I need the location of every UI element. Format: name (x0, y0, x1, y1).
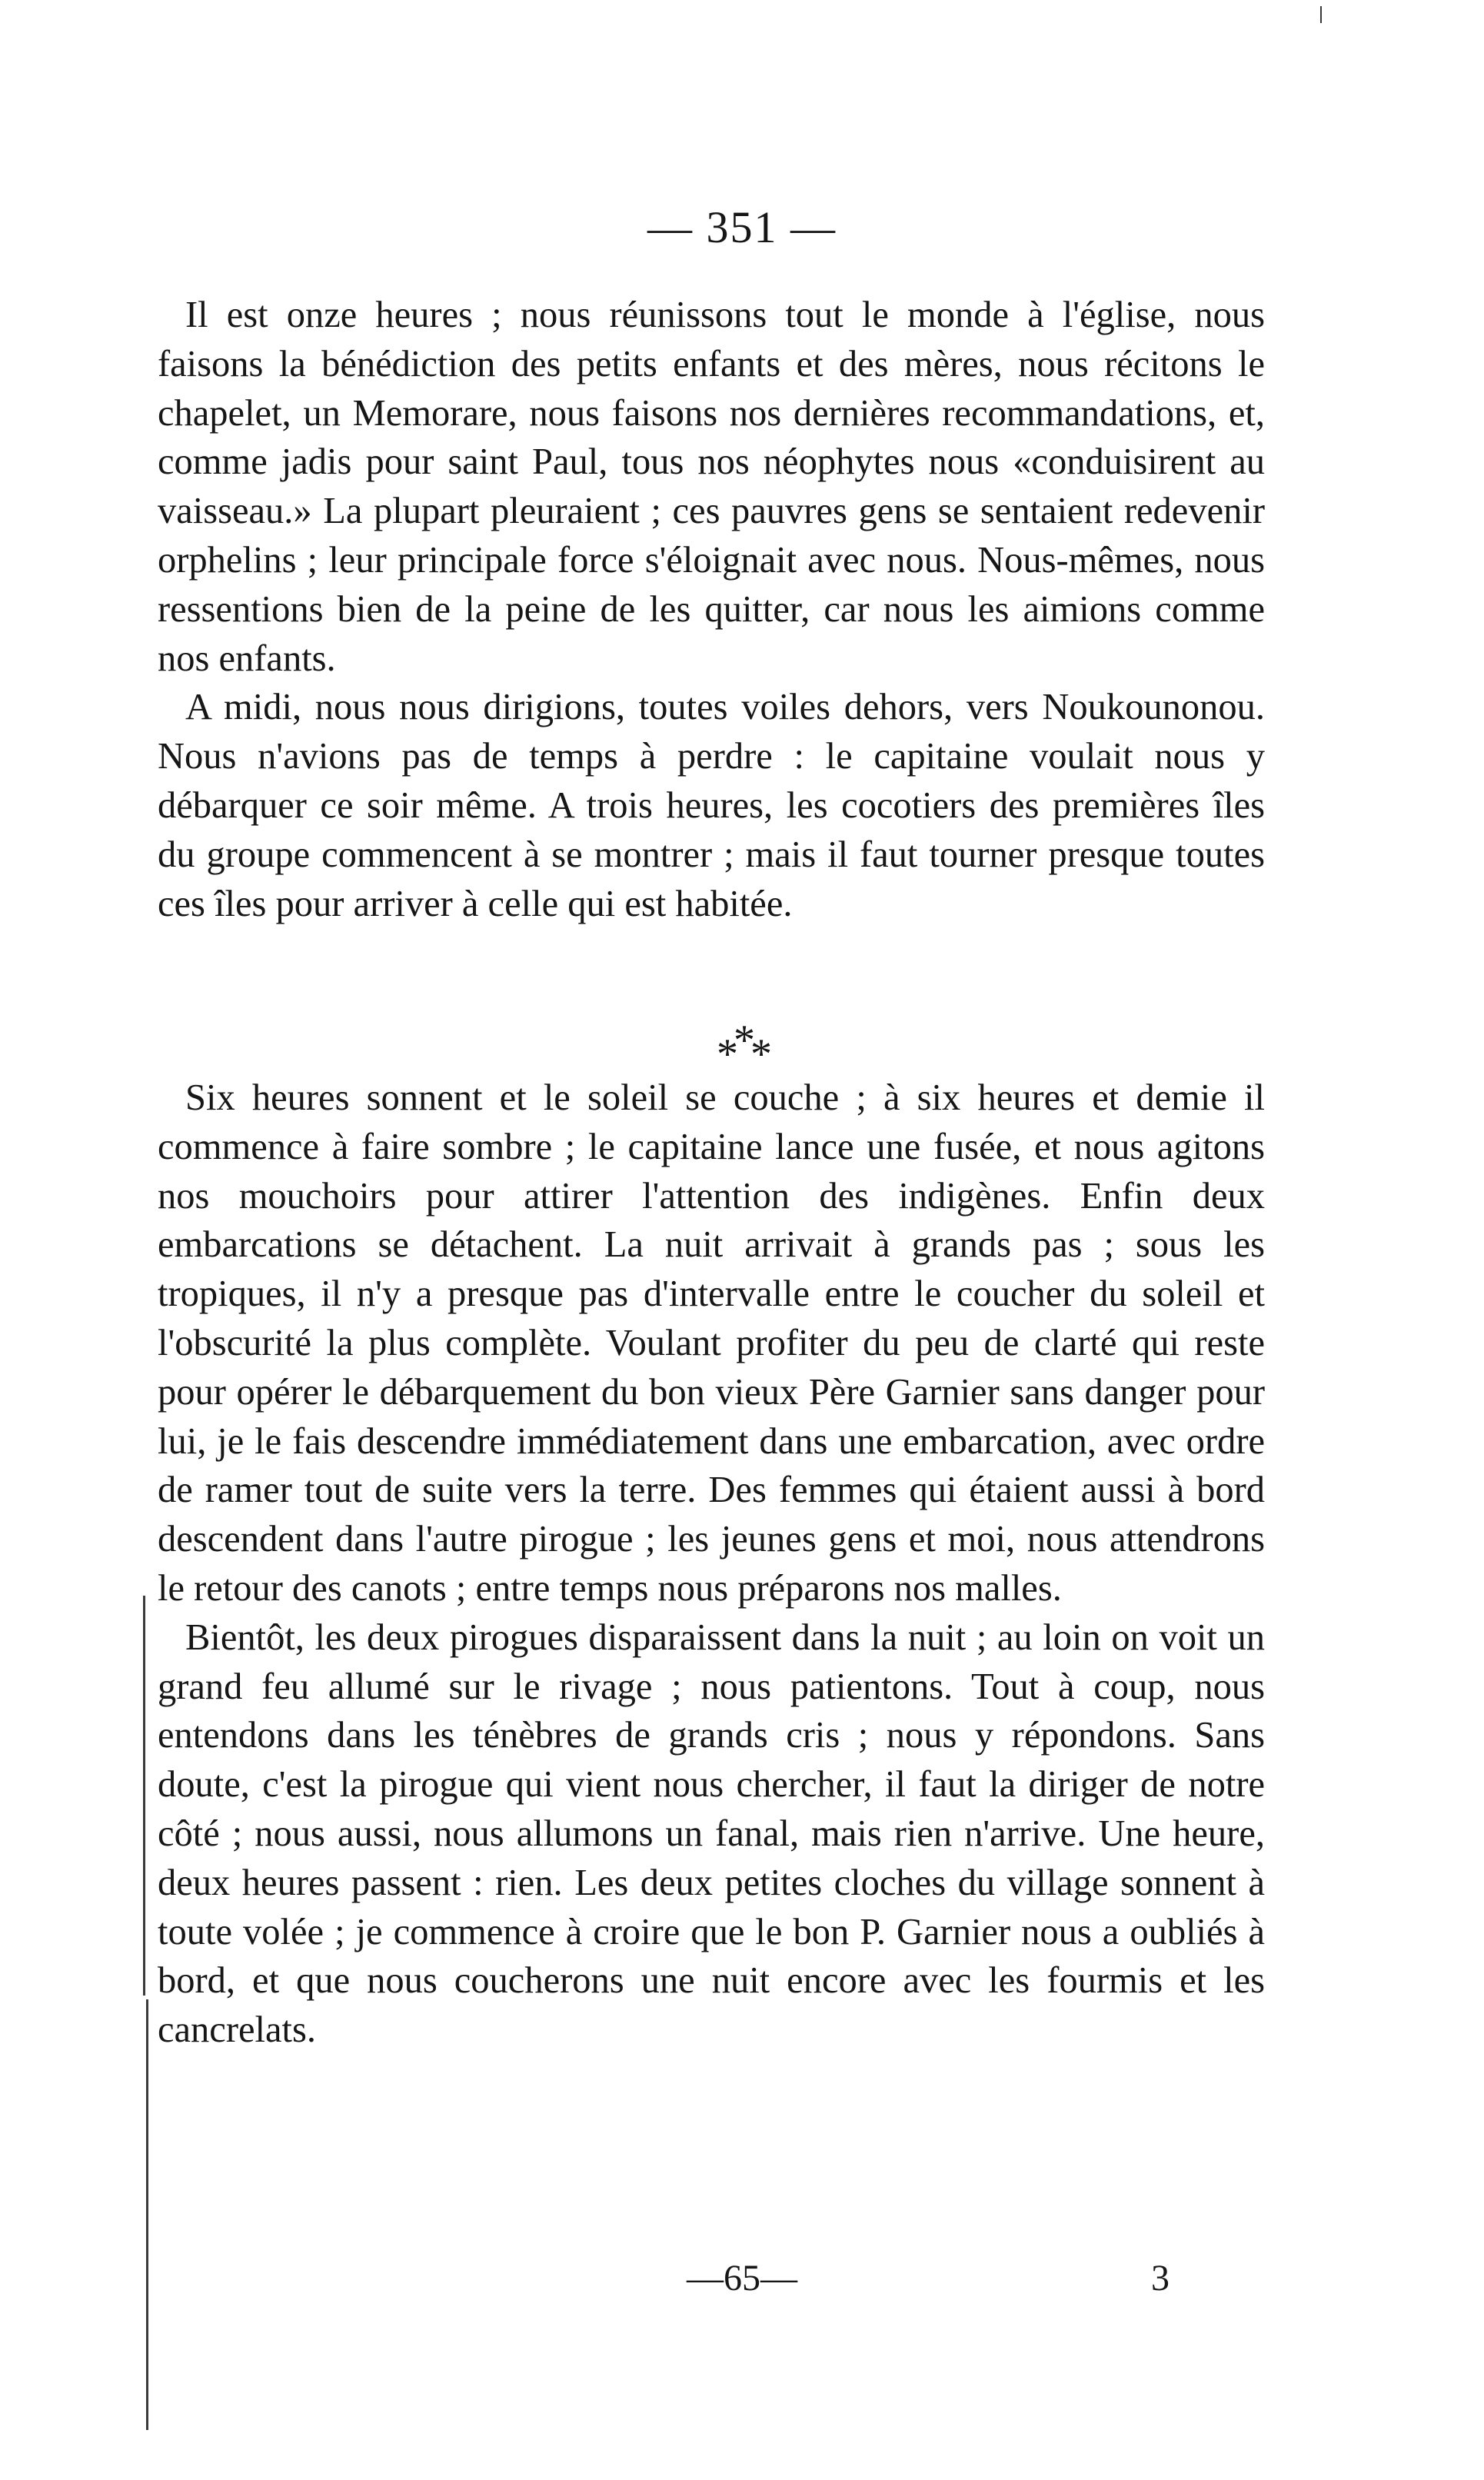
asterism-star: * (750, 1030, 767, 1078)
scan-margin-line (146, 1999, 148, 2430)
paragraph: Il est onze heures ; nous réunissons tout le monde à l'église, nous faisons la bénédiction des petits enfants et des mères, nous récitons le chapelet, un Memorare, nous faisons nos dernières recommandations, et, comme jadis pour saint Paul, tous nos néophytes nous «conduisirent au vaisseau.» La plupart pleuraient ; ces pauvres gens se sentaient redevenir orphelins ; leur principale force s'éloignait avec nous. Nous-mêmes, nous ressentions bien de la peine de les quitter, car nous les aimions comme nos enfants. (158, 295, 1265, 679)
scan-margin-line (143, 1596, 145, 1996)
signature-mark: —65— (687, 2258, 797, 2299)
asterism-star: * (734, 1017, 750, 1064)
paragraph: Six heures sonnent et le soleil se couche ; à six heures et demie il commence à faire sombre ; le capitaine lance une fusée, et nous agitons nos mouchoirs pour attirer l'attention des indigènes. Enfin deux embarcations se détachent. La nuit arrivait à grands pas ; sous les tropiques, il n'y a presque pas d'intervalle entre le coucher du soleil et l'obscurité la plus complète. Voulant profiter du peu de clarté qui reste pour opérer le débarquement du bon vieux Père Garnier sans danger pour lui, je le fais descendre immédiatement dans une embarcation, avec ordre de ramer tout de suite vers la terre. Des femmes qui étaient aussi à bord descendent dans l'autre pirogue ; les jeunes gens et moi, nous attendrons le retour des canots ; entre temps nous préparons nos malles. (158, 1077, 1265, 1609)
text-block-upper (158, 291, 1265, 928)
sheet-number: 3 (1151, 2258, 1170, 2299)
text-block-lower (158, 1074, 1265, 2055)
scan-margin-line (1320, 6, 1322, 23)
page-number: — 351 — (647, 202, 837, 252)
section-asterism (0, 1017, 1484, 1078)
paragraph: Bientôt, les deux pirogues disparaissent dans la nuit ; au loin on voit un grand feu allumé sur le rivage ; nous patientons. Tout à coup, nous entendons dans les ténèbres de grands cris ; nous y répondons. Sans doute, c'est la pirogue qui vient nous chercher, il faut la diriger de notre côté ; nous aussi, nous allumons un fanal, mais rien n'arrive. Une heure, deux heures passent : rien. Les deux petites cloches du village sonnent à toute volée ; je commence à croire que le bon P. Garnier nous a oubliés à bord, et que nous coucherons une nuit encore avec les fourmis et les cancrelats. (158, 1616, 1265, 2051)
paragraph: A midi, nous nous dirigions, toutes voiles dehors, vers Noukounonou. Nous n'avions pas de temps à perdre : le capitaine voulait nous y débarquer ce soir même. A trois heures, les cocotiers des premières îles du groupe commencent à se montrer ; mais il faut tourner presque toutes ces îles pour arriver à celle qui est habitée. (158, 687, 1265, 924)
asterism-star: * (717, 1030, 734, 1078)
